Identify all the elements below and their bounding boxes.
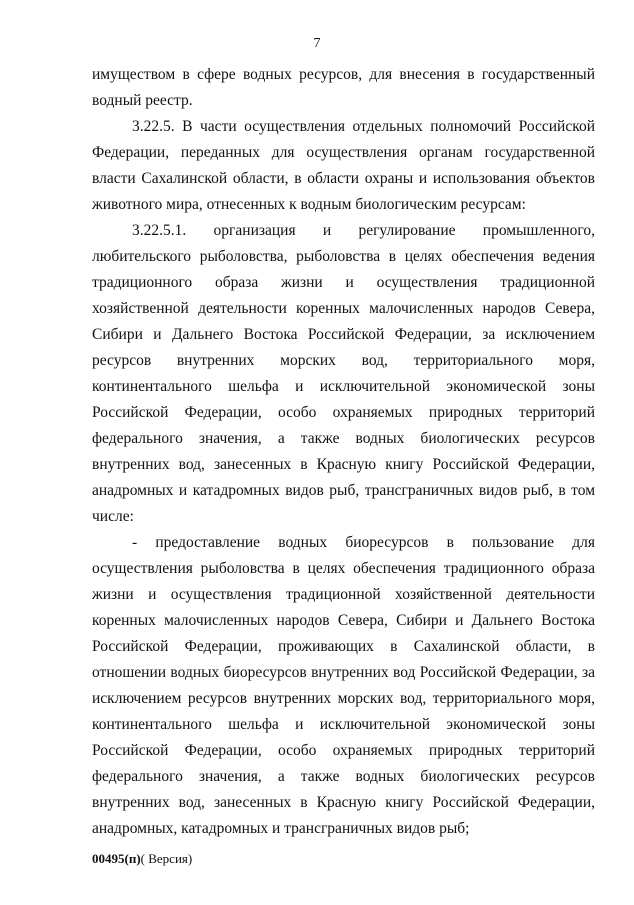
document-version-label: ( Версия) xyxy=(140,851,193,866)
paragraph-continuation: имуществом в сфере водных ресурсов, для внесения в государственный водный реестр. xyxy=(92,66,595,109)
paragraph-clause-3-22-5: 3.22.5. В части осуществления отдельных полномочий Российской Федерации, переданных для осуществления органам государственной власти Сахалинской области, в области охраны и использования объектов животного мира, отнесенных к водным биологическим ресурсам: xyxy=(92,118,595,213)
document-body xyxy=(92,62,595,842)
paragraph-clause-3-22-5-1: 3.22.5.1. организация и регулирование промышленного, любительского рыболовства, рыболовства в целях обеспечения ведения традиционного образа жизни и осуществления традиционной хозяйственной деятельности коренных малочисленных народов Севера, Сибири и Дальнего Востока Российской Федерации, за исключением ресурсов внутренних морских вод, территориального моря, континентального шельфа и исключительной экономической зоны Российской Федерации, особо охраняемых природных территорий федерального значения, а также водных биологических ресурсов внутренних вод, занесенных в Красную книгу Российской Федерации, анадромных и катадромных видов рыб, трансграничных видов рыб, в том числе: xyxy=(92,222,595,525)
page-number: 7 xyxy=(313,36,321,51)
document-code: 00495(п) xyxy=(92,851,141,866)
document-footer-code xyxy=(92,851,192,867)
paragraph-list-item: - предоставление водных биоресурсов в пользование для осуществления рыболовства в целях обеспечения традиционного образа жизни и осуществления традиционной хозяйственной деятельности коренных малочисленных народов Севера, Сибири и Дальнего Востока Российской Федерации, проживающих в Сахалинской области, в отношении водных биоресурсов внутренних вод Российской Федерации, за исключением ресурсов внутренних морских вод, территориального моря, континентального шельфа и исключительной экономической зоны Российской Федерации, особо охраняемых природных территорий федерального значения, а также водных биологических ресурсов внутренних вод, занесенных в Красную книгу Российской Федерации, анадромных, катадромных и трансграничных видов рыб; xyxy=(92,534,595,837)
